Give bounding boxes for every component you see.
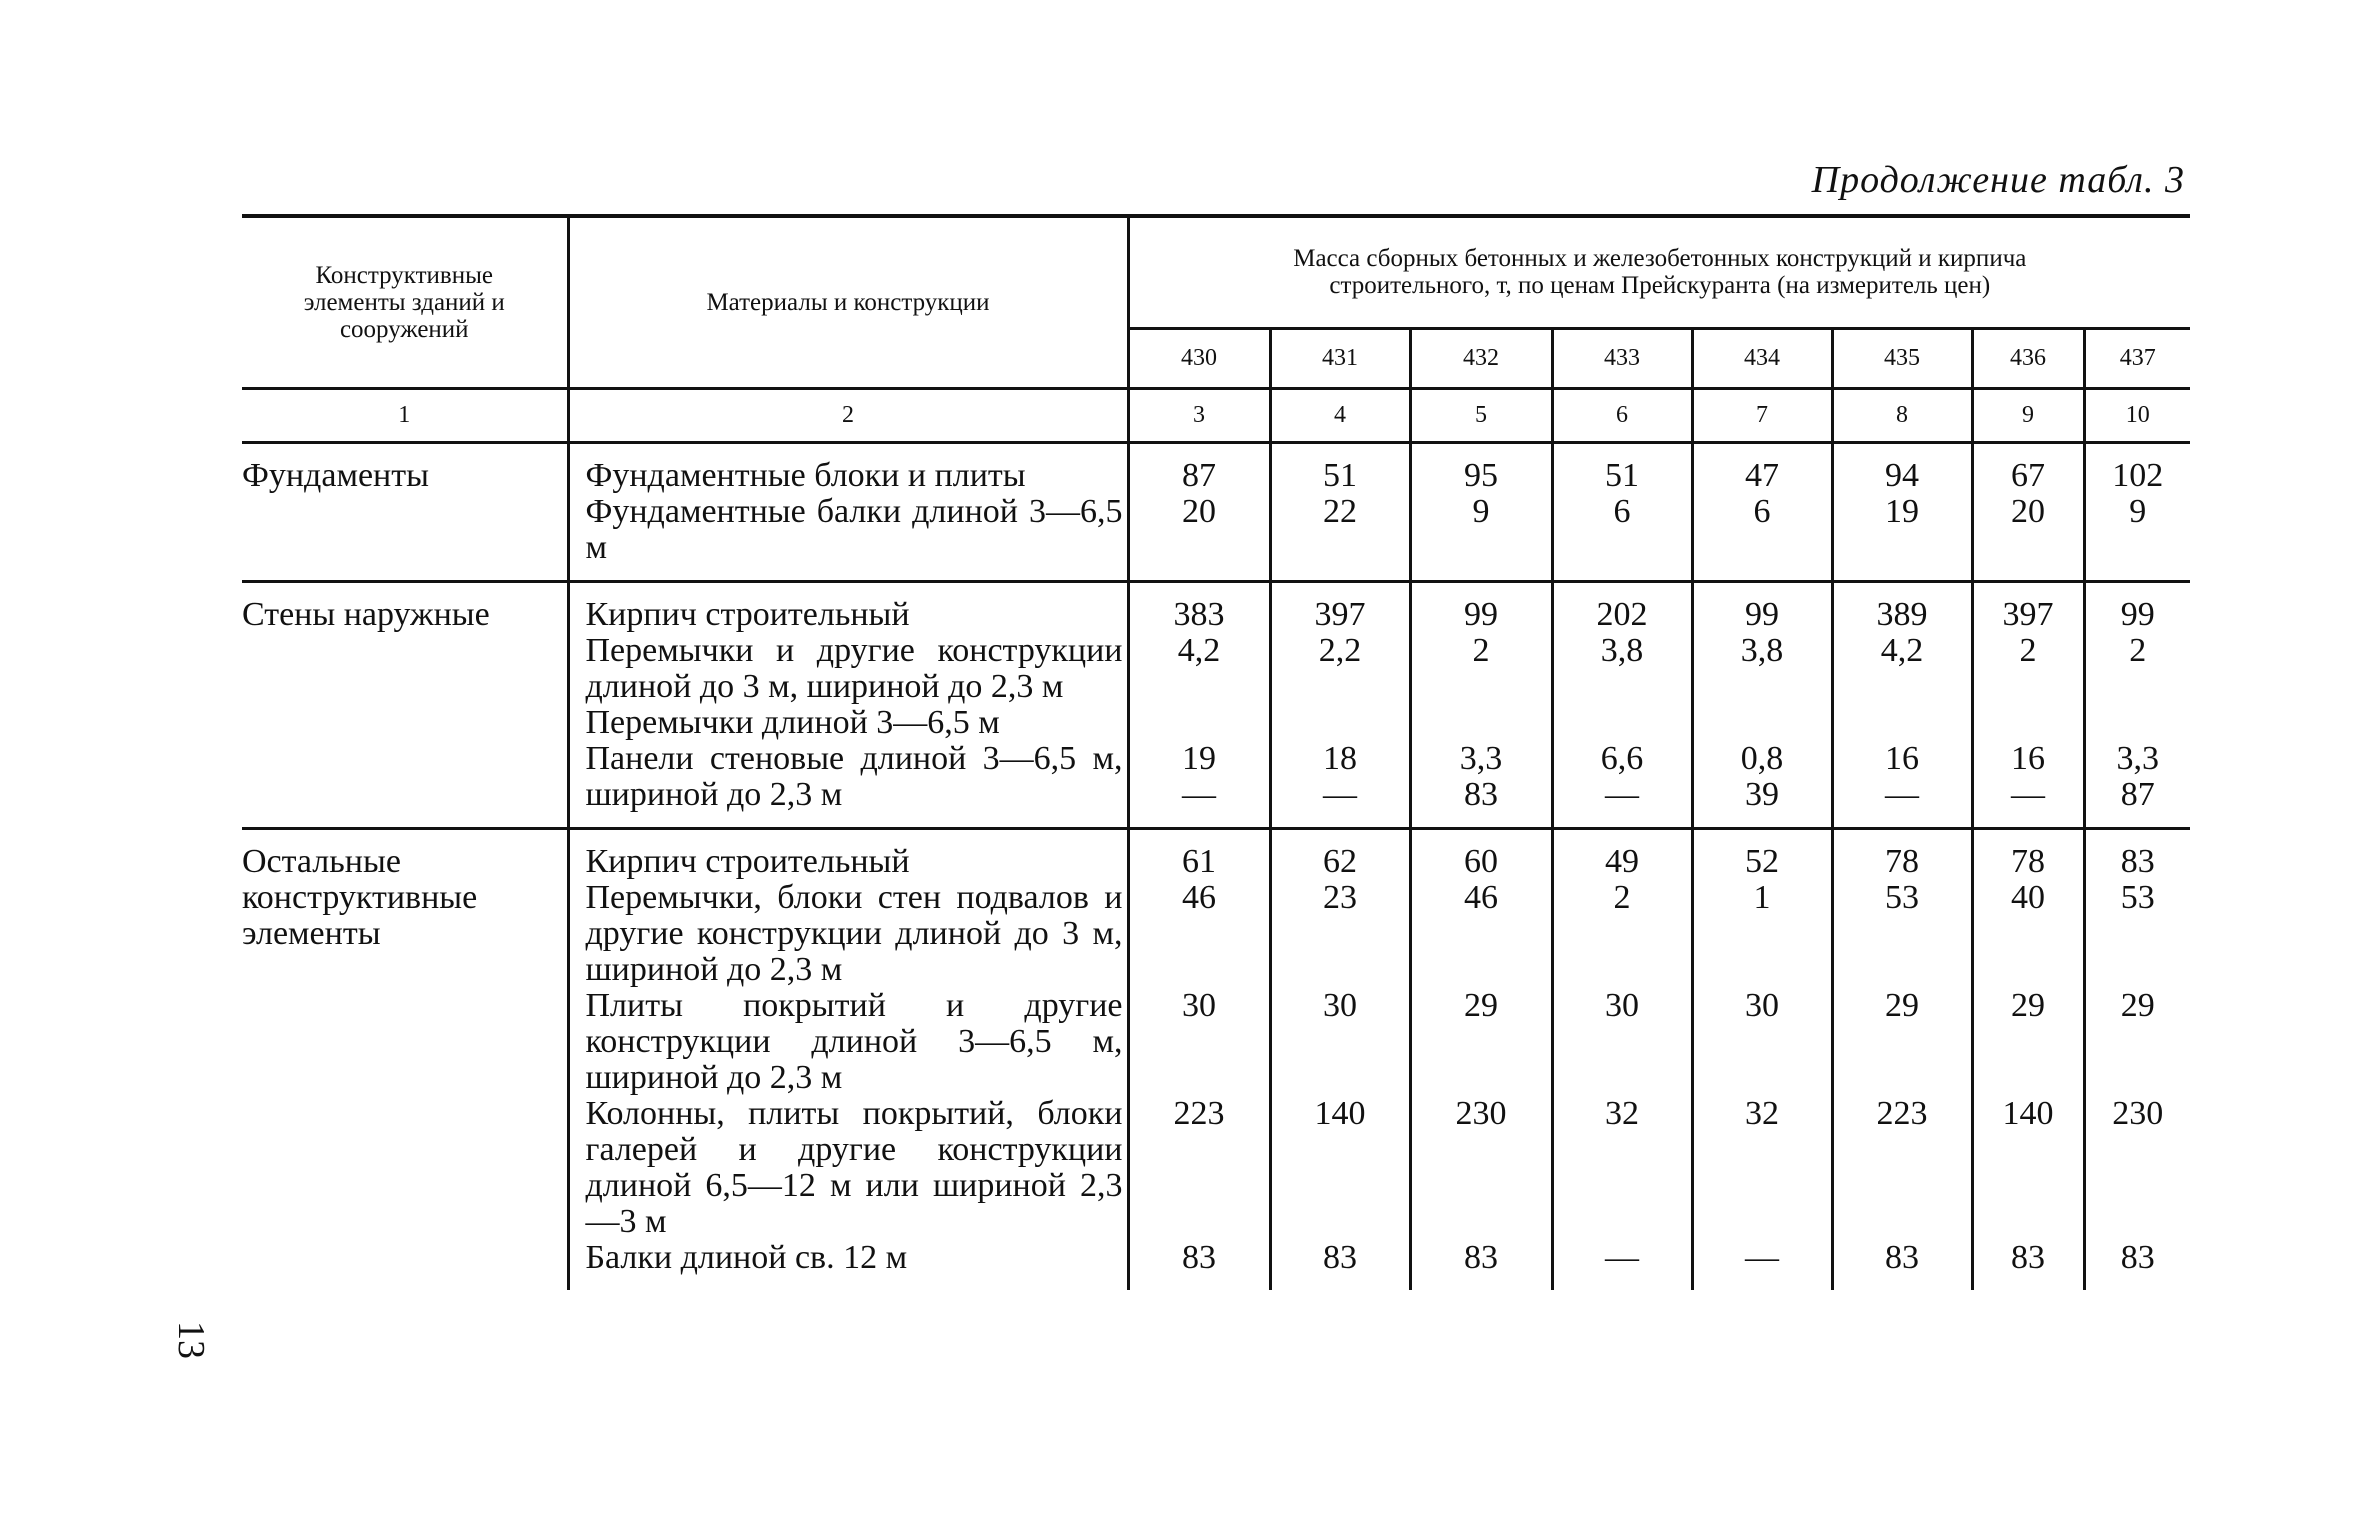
column-number-cell: 6 <box>1552 388 1692 442</box>
value: — <box>1745 1238 1779 1276</box>
value-cell <box>1692 442 1832 581</box>
value: 83 <box>1464 1238 1498 1276</box>
page-number: 13 <box>170 1321 212 1359</box>
value: 29 <box>2120 986 2155 1024</box>
value: 0,8 <box>1740 739 1784 777</box>
column-number-cell: 1 <box>242 388 568 442</box>
value-cell <box>1832 442 1972 581</box>
column-number-cell: 5 <box>1410 388 1552 442</box>
material-item: Перемычки длиной 3—6,5 м <box>585 703 1000 741</box>
material-item: Колонны, плиты покрытий, блоки галерей и другие конструкции длиной 6,5—12 м или шириной 2,3—3 м <box>585 1094 1123 1240</box>
value: 16 <box>1885 739 1919 777</box>
value: 6 <box>1753 492 1771 530</box>
column-number-row <box>242 388 2190 442</box>
value: 230 <box>1455 1094 1507 1132</box>
materials-cell <box>568 581 1128 828</box>
value-cell <box>1692 828 1832 1290</box>
column-number-cell: 3 <box>1128 388 1270 442</box>
value-cell <box>1410 828 1552 1290</box>
value: 9 <box>2129 492 2147 530</box>
value: 2 <box>2129 631 2147 669</box>
materials-cell <box>568 442 1128 581</box>
value-cell <box>1692 581 1832 828</box>
value: 83 <box>2011 1238 2045 1276</box>
price-code-cell: 432 <box>1410 328 1552 388</box>
table-row <box>242 581 2190 828</box>
value: 29 <box>2011 986 2045 1024</box>
value: 51 <box>1605 456 1639 494</box>
value: 52 <box>1745 842 1779 880</box>
material-item: Кирпич строительный <box>585 842 910 880</box>
value: 53 <box>2120 878 2155 916</box>
value: 87 <box>2120 775 2155 813</box>
value: 30 <box>1323 986 1357 1024</box>
value: 6,6 <box>1600 739 1644 777</box>
value: 83 <box>2120 842 2155 880</box>
value: 2,2 <box>1318 631 1362 669</box>
value-cell <box>1552 442 1692 581</box>
value-cell <box>1552 581 1692 828</box>
value-cell <box>1832 581 1972 828</box>
value: 78 <box>1885 842 1919 880</box>
material-item: Фундаментные блоки и плиты <box>585 456 1026 494</box>
value-cell <box>1128 828 1270 1290</box>
value: 140 <box>1314 1094 1366 1132</box>
value: 83 <box>2120 1238 2155 1276</box>
material-item: Панели стеновые длиной 3—6,5 м, шириной до 2,3 м <box>585 739 1123 813</box>
value: 4,2 <box>1880 631 1924 669</box>
value: — <box>1605 775 1639 813</box>
value: 3,8 <box>1740 631 1784 669</box>
value-cell <box>1270 828 1410 1290</box>
value-cell <box>2084 581 2190 828</box>
value: 102 <box>2112 456 2164 494</box>
value: 2 <box>2019 631 2037 669</box>
value: — <box>1323 775 1357 813</box>
value: — <box>1605 1238 1639 1276</box>
value: 3,3 <box>1459 739 1503 777</box>
header-elements: Конструктивные элементы зданий и сооружений <box>242 216 568 388</box>
column-number-cell: 9 <box>1972 388 2084 442</box>
material-item: Перемычки и другие конструкции длиной до 3 м, шириной до 2,3 м <box>585 631 1123 705</box>
value: 99 <box>2120 595 2155 633</box>
value: 83 <box>1885 1238 1919 1276</box>
price-code-cell: 431 <box>1270 328 1410 388</box>
material-item: Балки длиной св. 12 м <box>585 1238 908 1276</box>
value: 32 <box>1745 1094 1779 1132</box>
value-cell <box>1832 828 1972 1290</box>
value: 4,2 <box>1177 631 1221 669</box>
element-name: Остальные конструктивные элементы <box>242 842 478 952</box>
value: 62 <box>1323 842 1357 880</box>
value: 83 <box>1323 1238 1357 1276</box>
column-number-cell: 2 <box>568 388 1128 442</box>
value: 230 <box>2112 1094 2164 1132</box>
value: 140 <box>2002 1094 2054 1132</box>
table-row <box>242 442 2190 581</box>
value-cell <box>1270 442 1410 581</box>
value: 39 <box>1745 775 1779 813</box>
value: 78 <box>2011 842 2045 880</box>
value: 9 <box>1472 492 1490 530</box>
value-cell <box>1128 442 1270 581</box>
value: 29 <box>1464 986 1498 1024</box>
price-code-cell: 430 <box>1128 328 1270 388</box>
value: 397 <box>2002 595 2054 633</box>
element-name: Фундаменты <box>242 442 568 581</box>
value: 61 <box>1182 842 1216 880</box>
value: 2 <box>1472 631 1490 669</box>
value-cell <box>2084 442 2190 581</box>
value: 202 <box>1596 595 1648 633</box>
table-continuation-label: Продолжение табл. 3 <box>1811 159 2185 201</box>
value: 67 <box>2011 456 2045 494</box>
header-mass: Масса сборных бетонных и железобетонных конструкций и кирпича строительного, т, по ценам Прейскуранта (на измеритель цен) <box>1128 216 2190 328</box>
value: 94 <box>1885 456 1919 494</box>
value: 6 <box>1613 492 1631 530</box>
value: 3,8 <box>1600 631 1644 669</box>
material-item: Плиты покрытий и другие конструкции длиной 3—6,5 м, шириной до 2,3 м <box>585 986 1123 1096</box>
value: 2 <box>1613 878 1631 916</box>
value: 1 <box>1753 878 1771 916</box>
value: 87 <box>1182 456 1216 494</box>
column-number-cell: 7 <box>1692 388 1832 442</box>
column-number-cell: 10 <box>2084 388 2190 442</box>
value: 22 <box>1323 492 1357 530</box>
value: — <box>2011 775 2045 813</box>
price-code-cell: 435 <box>1832 328 1972 388</box>
value: — <box>1885 775 1919 813</box>
value: 19 <box>1885 492 1919 530</box>
value: 83 <box>1464 775 1498 813</box>
value: 223 <box>1173 1094 1225 1132</box>
value-cell <box>1972 581 2084 828</box>
header-materials: Материалы и конструкции <box>568 216 1128 388</box>
value: 40 <box>2011 878 2045 916</box>
value: — <box>1182 775 1216 813</box>
value: 53 <box>1885 878 1919 916</box>
value: 30 <box>1745 986 1779 1024</box>
value-cell <box>1128 581 1270 828</box>
value-cell <box>1552 828 1692 1290</box>
value: 32 <box>1605 1094 1639 1132</box>
table-row <box>242 828 2190 1290</box>
value: 60 <box>1464 842 1498 880</box>
column-number-cell: 4 <box>1270 388 1410 442</box>
value: 95 <box>1464 456 1498 494</box>
value-cell <box>1972 442 2084 581</box>
value: 99 <box>1745 595 1779 633</box>
value: 46 <box>1182 878 1216 916</box>
price-code-cell: 436 <box>1972 328 2084 388</box>
price-code-cell: 434 <box>1692 328 1832 388</box>
value: 20 <box>2011 492 2045 530</box>
value: 19 <box>1182 739 1216 777</box>
value: 46 <box>1464 878 1498 916</box>
value: 3,3 <box>2116 739 2160 777</box>
value-cell <box>1410 442 1552 581</box>
value-cell <box>2084 828 2190 1290</box>
value: 389 <box>1876 595 1928 633</box>
price-code-cell: 433 <box>1552 328 1692 388</box>
column-number-cell: 8 <box>1832 388 1972 442</box>
value-cell <box>1270 581 1410 828</box>
value: 16 <box>2011 739 2045 777</box>
value: 47 <box>1745 456 1779 494</box>
element-name: Стены наружные <box>242 581 568 828</box>
value: 83 <box>1182 1238 1216 1276</box>
price-code-cell: 437 <box>2084 328 2190 388</box>
value: 397 <box>1314 595 1366 633</box>
material-item: Фундаментные балки длиной 3—6,5 м <box>585 492 1123 566</box>
table-body <box>242 442 2190 1290</box>
material-item: Перемычки, блоки стен подвалов и другие конструкции длиной до 3 м, шириной до 2,3 м <box>585 878 1123 988</box>
value-cell <box>1972 828 2084 1290</box>
value: 29 <box>1885 986 1919 1024</box>
value: 23 <box>1323 878 1357 916</box>
value: 30 <box>1605 986 1639 1024</box>
value-cell <box>1410 581 1552 828</box>
materials-cell <box>568 828 1128 1290</box>
value: 383 <box>1173 595 1225 633</box>
value: 223 <box>1876 1094 1928 1132</box>
value: 49 <box>1605 842 1639 880</box>
value: 18 <box>1323 739 1357 777</box>
material-item: Кирпич строительный <box>585 595 910 633</box>
value: 99 <box>1464 595 1498 633</box>
data-table <box>242 214 2190 1290</box>
value: 20 <box>1182 492 1216 530</box>
value: 30 <box>1182 986 1216 1024</box>
value: 51 <box>1323 456 1357 494</box>
